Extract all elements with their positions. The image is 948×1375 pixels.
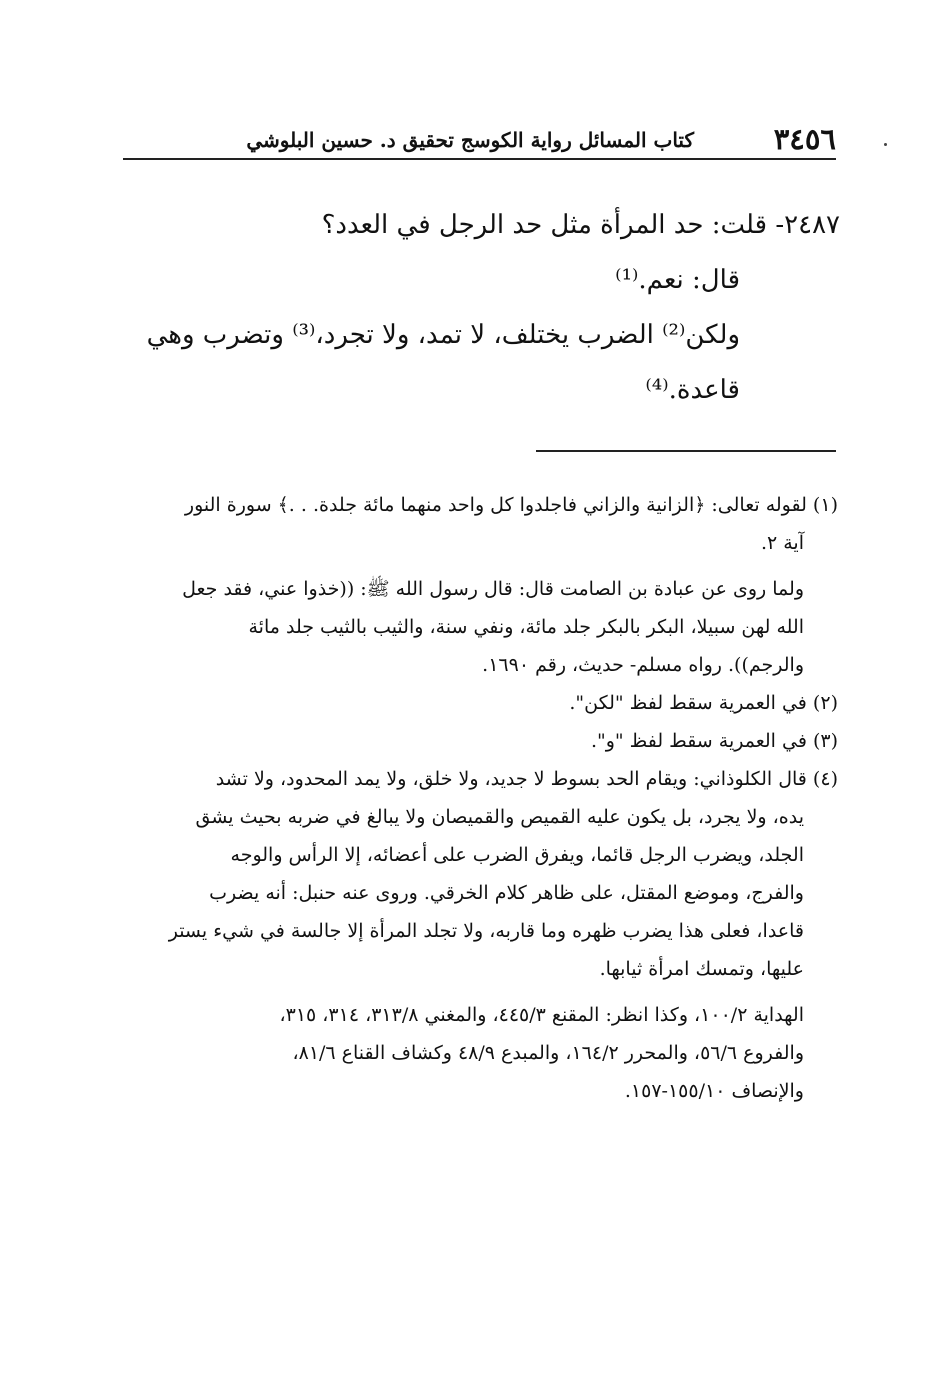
- footnote-3: (٣) في العمرية سقط لفظ "و".: [590, 730, 838, 752]
- footnote-4-line-7: الهداية ١٠٠/٢، وكذا انظر: المقنع ٤٤٥/٣، والمغني ٣١٣/٨، ٣١٤، ٣١٥،: [279, 1004, 804, 1026]
- scan-speck: [884, 143, 887, 146]
- footnote-1-line-2: آية ٢.: [760, 532, 804, 554]
- footnote-4-line-5: قاعدا، فعلى هذا يضرب ظهره وما قاربه، ولا تجلد المرأة إلا جالسة في شيء يستر: [168, 920, 804, 942]
- footnote-1-line-1: (١) لقوله تعالى: ﴿الزانية والزاني فاجلدوا كل واحد منهما مائة جلدة. . .﴾ سورة النور: [184, 494, 838, 516]
- header-divider: [123, 158, 836, 160]
- footnote-1-line-5: والرجم)). رواه مسلم- حديث، رقم ١٦٩٠.: [482, 654, 804, 676]
- question-line: ٢٤٨٧- قلت: حد المرأة مثل حد الرجل في العدد؟: [321, 210, 840, 240]
- footnote-4-line-9: والإنصاف ١٥٥/١٠-١٥٧.: [624, 1080, 804, 1102]
- body-line-2: قاعدة.⁽⁴⁾: [645, 375, 740, 405]
- footnote-divider: [536, 450, 836, 452]
- footnote-4-line-6: عليها، وتمسك امرأة ثيابها.: [599, 958, 804, 980]
- footnote-4-line-2: يده، ولا يجرد، بل يكون عليه القميص والقميصان ولا يبالغ في ضربه بحيث يشق: [195, 806, 804, 828]
- footnote-1-line-3: ولما روى عن عبادة بن الصامت قال: قال رسول الله ﷺ: ((خذوا عني، فقد جعل: [182, 578, 804, 600]
- main-text: [125, 198, 840, 418]
- footnote-1-line-4: الله لهن سبيلا، البكر بالبكر جلد مائة، ونفي سنة، والثيب بالثيب جلد مائة: [248, 616, 804, 638]
- page-number: ٣٤٥٦: [773, 122, 836, 156]
- body-line-1: ولكن⁽²⁾ الضرب يختلف، لا تمد، ولا تجرد،⁽³⁾ وتضرب وهي: [146, 320, 740, 350]
- answer-line: قال: نعم.⁽¹⁾: [615, 265, 740, 295]
- footnote-4-line-1: (٤) قال الكلوذاني: ويقام الحد بسوط لا جديد، ولا خلق، ولا يمد المحدود، ولا تشد: [215, 768, 838, 790]
- footnotes: [122, 486, 838, 1110]
- footnote-4-line-4: والفرج، وموضع المقتل، على ظاهر كلام الخرقي. وروى عنه حنبل: أنه يضرب: [209, 882, 804, 904]
- footnote-4-line-3: الجلد، ويضرب الرجل قائما، ويفرق الضرب على أعضائه، إلا الرأس والوجه: [230, 844, 804, 866]
- footnote-2: (٢) في العمرية سقط لفظ "لكن".: [569, 692, 838, 714]
- running-title: كتاب المسائل رواية الكوسج تحقيق د. حسين البلوشي: [246, 128, 694, 152]
- page-header: [123, 118, 836, 158]
- footnote-4-line-8: والفروع ٥٦/٦، والمحرر ١٦٤/٢، والمبدع ٤٨/٩ وكشاف القناع ٨١/٦،: [292, 1042, 804, 1064]
